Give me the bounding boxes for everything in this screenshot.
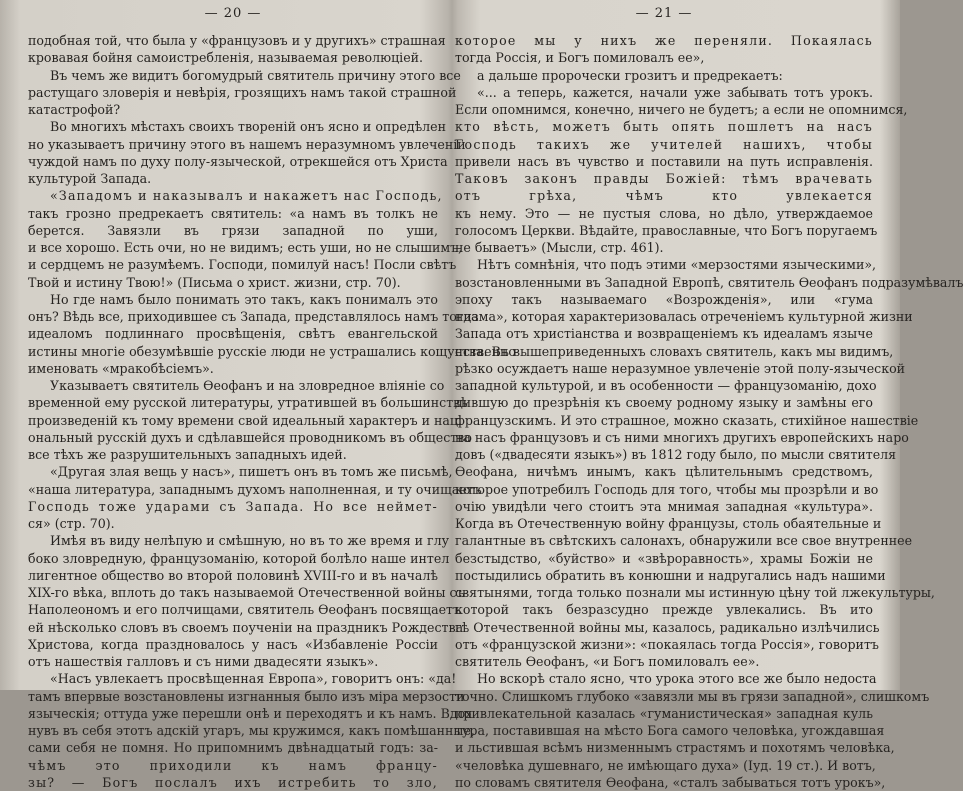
text-line: онъ? Вѣдь все, приходившее съ Запада, представлялось намъ тогда [28, 309, 479, 324]
text-line: берется. Завязли въ грязи западной по уши, [28, 222, 438, 238]
text-line: низма», которая характеризовалась отреченіемъ культурной жизни [455, 309, 913, 324]
text-line: западной культурой, и въ особенности — французоманію, дохо [455, 378, 877, 393]
text-line: по словамъ святителя Ѳеофана, «сталъ забываться тотъ урокъ», [455, 774, 886, 790]
text-line: лигентное общество во второй половинѣ XVIII-го и въ началѣ [28, 567, 438, 583]
text-line: очію увидѣли чего стоитъ эта мнимая западная «культура». [455, 498, 873, 514]
text-line: нувъ въ себя этотъ адскій угаръ, мы кружимся, какъ помѣшанные, [28, 723, 475, 738]
text-line: Господь тоже ударами съ Запада. Но все неймет- [28, 498, 438, 514]
text-line: произведеній къ тому времени свой идеальный характеръ и наці [28, 412, 463, 428]
text-line: ей нѣсколько словъ въ своемъ поученіи на праздникъ Рождества [28, 619, 464, 635]
text-line: гѣ Отечественной войны мы, казалось, радикально излѣчились [455, 619, 880, 635]
text-line: а дальше пророчески грозитъ и предрекаетъ: [477, 67, 783, 83]
text-line: голосомъ Церкви. Вѣдайте, православные, что Богъ поругаемъ [455, 222, 878, 238]
text-line: рѣзко осуждаетъ наше неразумное увлеченіе этой полу-языческой [455, 360, 906, 376]
text-line: безстыдство, «буйство» и «звѣроравность», храмы Божіи не [455, 550, 873, 566]
text-line: чѣмъ это приходили къ намъ францу- [28, 757, 438, 773]
text-line: возстановленными въ Западной Европѣ, святитель Ѳеофанъ подразумѣвалъ [455, 274, 963, 290]
text-line: ся» (стр. 70). [28, 516, 115, 531]
text-line: Въ чемъ же видитъ богомудрый святитель причину этого все [50, 67, 461, 83]
text-line: святынями, тогда только познали мы истинную цѣну той лжекультуры, [455, 585, 935, 600]
text-line: XIX-го вѣка, вплоть до такъ называемой Отечественной войны съ [28, 585, 465, 600]
text-line: подобная той, что была у «французовъ и у другихъ» страшная [28, 33, 446, 48]
text-line: и все хорошо. Есть очи, но не видимъ; есть уши, но не слышимъ, [28, 240, 463, 255]
text-line: довъ («двадесяти языкъ») въ 1812 году было, по мысли святителя [455, 447, 897, 462]
text-line: отъ «французской жизни»: «покаялась тогда Россія», говоритъ [455, 636, 879, 652]
text-line: Но вскорѣ стало ясно, что урока этого все же было недоста [477, 671, 877, 687]
text-line: привели насъ въ чувство и поставили на путь исправленія. [455, 153, 873, 169]
text-line: которое употребилъ Господь для того, чтобы мы прозрѣли и во [455, 481, 879, 497]
text-line: кровавая бойня самоистребленія, называемая революціей. [28, 50, 424, 66]
text-line: Ѳеофана, ничѣмъ инымъ, какъ цѣлительнымъ средствомъ, [455, 464, 873, 480]
text-line: временной ему русской литературы, утратившей въ большинствѣ [28, 395, 468, 411]
text-line: сами себя не помня. Но припомнимъ двѣнадцатый годъ: за- [28, 740, 438, 756]
text-line: отъ нашествія галловъ и съ ними двадесяти языкъ». [28, 654, 379, 669]
text-line: катастрофой? [28, 102, 121, 117]
text-line: зы? — Богъ послалъ ихъ истребить то зло, [28, 774, 438, 790]
text-line: но указываетъ причину этого въ нашемъ неразумномъ увлеченіи [28, 136, 466, 152]
text-line: «Другая злая вещь у насъ», пишетъ онъ въ томъ же письмѣ, [50, 464, 453, 480]
text-line: и льстившая всѣмъ низменнымъ страстямъ и похотямъ человѣка, [455, 740, 895, 756]
text-line: къ нему. Это — не пустыя слова, но дѣло, утверждаемое [455, 205, 873, 221]
text-line: Христова, когда праздновалось у насъ «Избавленіе Россіи [28, 636, 438, 652]
text-line: ональный русскій духъ и сдѣлавшейся проводникомъ въ общество [28, 429, 472, 445]
text-line: Господь такихъ же учителей нашихъ, чтобы [455, 136, 873, 152]
page-text [455, 32, 963, 791]
text-line: ства. Въ вышеприведенныхъ словахъ святитель, какъ мы видимъ, [455, 343, 894, 359]
text-line: эпоху такъ называемаго «Возрожденія», или «гума [455, 291, 873, 307]
text-line: все тѣхъ же разрушительныхъ западныхъ идей. [28, 447, 347, 462]
text-line: и сердцемъ не разумѣемъ. Господи, помилуй насъ! Посли свѣтъ [28, 257, 457, 273]
text-line: истины многіе обезумѣвшіе русскіе люди не устрашались кощунственно [28, 343, 516, 359]
page-number: — 21 — [635, 6, 693, 21]
text-line: Наполеономъ и его полчищами, святитель Ѳеофанъ посвящаетъ [28, 602, 462, 618]
text-line: «наша литература, западнымъ духомъ наполненная, и ту очищаетъ [28, 481, 482, 497]
text-line: святитель Ѳеофанъ, «и Богъ помиловалъ ее». [455, 654, 760, 669]
text-line: на насъ французовъ и съ ними многихъ другихъ европейскихъ наро [455, 429, 909, 445]
text-line: Запада отъ христіанства и возвращеніемъ къ идеаламъ языче [455, 326, 873, 342]
page-number: — 20 — [204, 6, 262, 21]
text-line: не бываетъ» (Мысли, стр. 461). [455, 240, 664, 255]
text-line: тогда Россія, и Богъ помиловалъ ее», [455, 50, 705, 66]
text-line: тамъ впервые возстановлены изгнанныя было изъ міра мерзости [28, 688, 465, 704]
text-line: Если опомнимся, конечно, ничего не будетъ; а если не опомнимся, [455, 102, 908, 117]
text-line: Но где намъ было понимать это такъ, какъ понималъ это [50, 291, 438, 307]
text-line: французскимъ. И это страшное, можно сказать, стихійное нашествіе [455, 412, 919, 428]
text-line: тура, поставившая на мѣсто Бога самого человѣка, угождавшая [455, 723, 885, 738]
text-line: галантные въ свѣтскихъ салонахъ, обнаружили все свое внутреннее [455, 533, 913, 549]
text-line: привлекательной казалась «гуманистическая» западная куль [455, 705, 873, 721]
right-page [455, 0, 963, 790]
text-line: кто вѣсть, можетъ быть опять пошлетъ на насъ [455, 119, 873, 135]
page-text [28, 32, 516, 791]
left-page [28, 0, 516, 790]
text-line: отъ грѣха, чѣмъ кто увлекается [455, 188, 873, 204]
text-line: растущаго зловерія и невѣрія, грозящихъ намъ такой страшной [28, 84, 457, 100]
text-line: дившую до презрѣнія къ своему родному языку и замѣны его [455, 395, 873, 411]
text-line: точно. Слишкомъ глубоко «завязли мы въ грязи западной», слишкомъ [455, 688, 930, 704]
text-line: Во многихъ мѣстахъ своихъ твореній онъ ясно и опредѣлен [50, 119, 447, 135]
text-line: которой такъ безразсудно прежде увлекались. Въ ито [455, 602, 873, 618]
text-line: чуждой намъ по духу полу-языческой, отрекшейся отъ Христа [28, 153, 448, 169]
text-line: «человѣка душевнаго, не имѣющаго духа» (Iуд. 19 ст.). И вотъ, [455, 757, 876, 773]
text-line: Таковъ законъ правды Божіей: тѣмъ врачевать [455, 171, 873, 186]
text-line: постыдились обратить въ конюшни и надругались надъ нашими [455, 567, 886, 583]
text-line: боко зловредную, французоманію, которой болѣло наше интел [28, 550, 450, 566]
text-line: именовать «мракобѣсіемъ». [28, 360, 214, 376]
text-line: культурой Запада. [28, 171, 152, 186]
text-line: Нѣтъ сомнѣнія, что подъ этими «мерзостями языческими», [477, 257, 877, 273]
text-line: «Западомъ и наказывалъ и накажетъ нас Господь, [50, 188, 443, 204]
text-line: Указываетъ святитель Ѳеофанъ и на зловредное вліяніе со [50, 378, 445, 393]
text-line: которое мы у нихъ же переняли. Покаялась [455, 33, 873, 48]
text-line: идеаломъ подлиннаго просвѣщенія, свѣтъ евангельской [28, 326, 438, 342]
text-line: «Насъ увлекаетъ просвѣщенная Европа», говоритъ онъ: «да! [50, 671, 457, 687]
text-line: «... а теперь, кажется, начали уже забывать тотъ урокъ. [477, 84, 873, 100]
text-line: Имѣя въ виду нелѣпую и смѣшную, но въ то же время и глу [50, 533, 450, 549]
text-line: языческія; оттуда уже перешли онѣ и переходятъ и къ намъ. Вдох [28, 705, 473, 721]
text-line: Твой и истину Твою!» (Письма о христ. жизни, стр. 70). [28, 274, 401, 290]
text-line: такъ грозно предрекаетъ святитель: «а намъ въ толкъ не [28, 205, 438, 221]
text-line: Когда въ Отечественную войну французы, столь обаятельные и [455, 516, 882, 531]
